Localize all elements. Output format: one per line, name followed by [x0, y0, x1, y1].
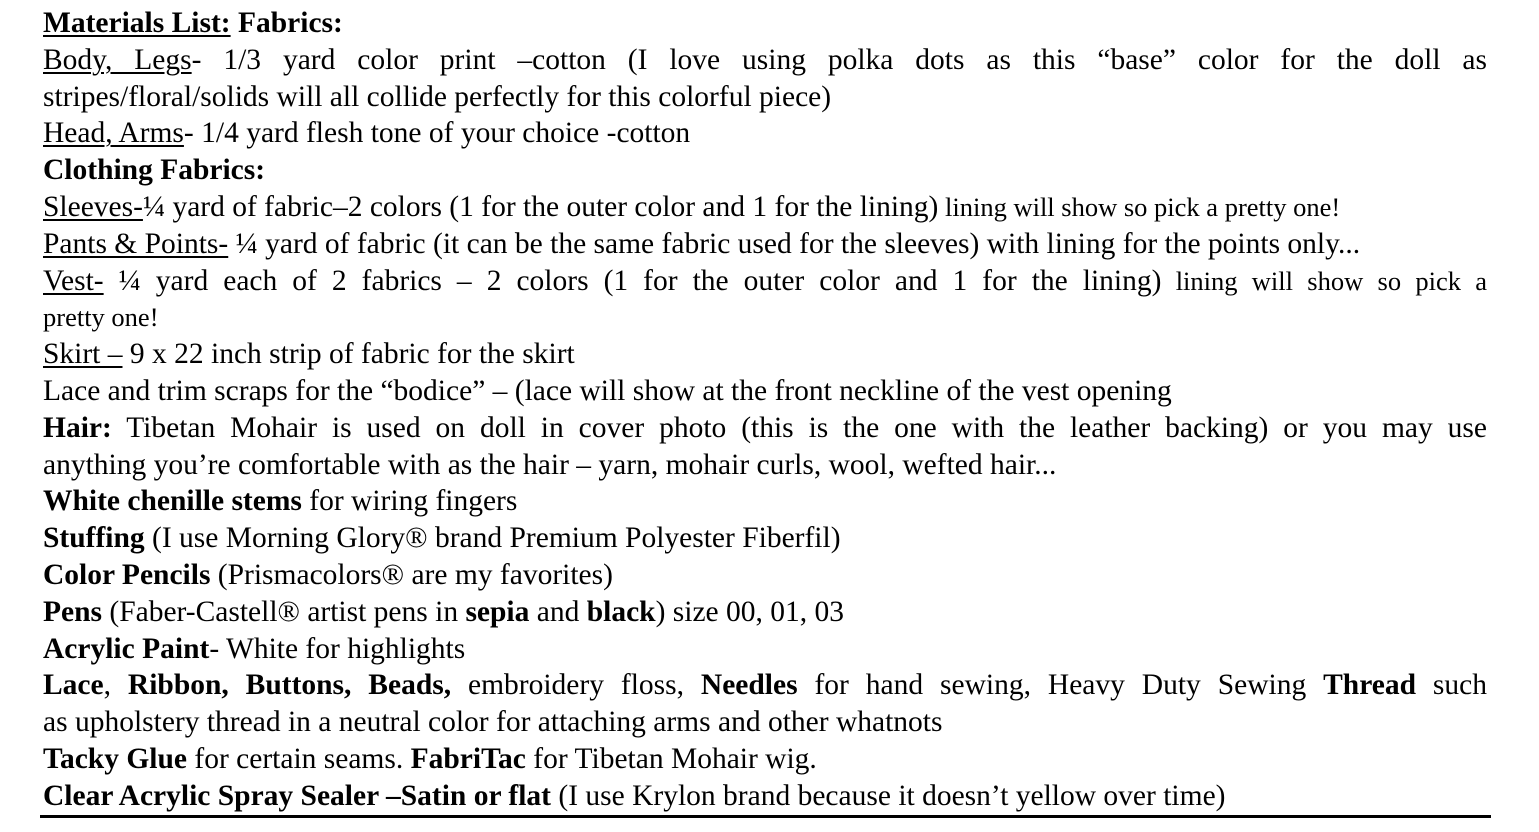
- sealer-label: Clear Acrylic Spray Sealer –Satin or flat: [43, 779, 551, 812]
- sleeves-note: lining will show so pick a pretty one!: [938, 191, 1341, 222]
- color-pencils-line: [43, 557, 1487, 594]
- pens-text-2: and: [529, 595, 587, 628]
- sleeves-label: Sleeves-: [43, 190, 143, 223]
- acrylic-paint-text: - White for highlights: [209, 632, 466, 665]
- notions-line: [43, 667, 1487, 704]
- clothing-fabrics-heading-line: [43, 152, 1487, 189]
- sleeves-line: [43, 189, 1487, 226]
- lace-bodice-text: Lace and trim scraps for the “bodice” – (lace will show at the front neckline of the vest opening: [43, 374, 1172, 407]
- pants-points-line: [43, 226, 1487, 263]
- pants-points-label: Pants & Points-: [43, 227, 229, 260]
- hair-text: Tibetan Mohair is used on doll in cover photo (this is the one with the leather backing) or you may use: [111, 411, 1487, 444]
- notions-ribbon-buttons-beads: Ribbon, Buttons, Beads,: [127, 669, 452, 702]
- head-arms-line: [43, 115, 1487, 152]
- glue-line: [43, 741, 1487, 778]
- pens-label: Pens: [43, 595, 102, 628]
- skirt-text: 9 x 22 inch strip of fabric for the skirt: [122, 338, 575, 371]
- pens-text-1: (Faber-Castell® artist pens in: [102, 595, 466, 628]
- notions-text-3: such: [1416, 669, 1487, 702]
- notions-cont-text: as upholstery thread in a neutral color for attaching arms and other whatnots: [43, 706, 943, 739]
- acrylic-paint-label: Acrylic Paint: [43, 632, 210, 665]
- stuffing-line: [43, 520, 1487, 557]
- pens-black: black: [586, 595, 656, 628]
- sealer-line: [43, 778, 1487, 815]
- materials-list-document: [43, 5, 1487, 815]
- tacky-glue-label: Tacky Glue: [43, 742, 187, 775]
- vest-note: lining will show so pick a: [1161, 265, 1487, 296]
- glue-text-2: for Tibetan Mohair wig.: [525, 742, 817, 775]
- body-legs-continuation: [43, 79, 1487, 116]
- clothing-fabrics-heading: Clothing Fabrics:: [43, 154, 266, 187]
- chenille-text: for wiring fingers: [301, 485, 518, 518]
- vest-label: Vest-: [43, 264, 104, 297]
- hair-line: [43, 410, 1487, 447]
- vest-continuation: [43, 299, 1487, 336]
- body-legs-label: Body, Legs: [43, 43, 192, 76]
- materials-heading-line: [43, 5, 1487, 42]
- sealer-text: (I use Krylon brand because it doesn’t yellow over time): [551, 779, 1226, 812]
- pens-sepia: sepia: [465, 595, 530, 628]
- vest-text: ¼ yard each of 2 fabrics – 2 colors (1 for the outer color and 1 for the lining): [103, 264, 1162, 297]
- fabritac-label: FabriTac: [410, 742, 526, 775]
- hair-cont-text: anything you’re comfortable with as the hair – yarn, mohair curls, wool, wefted hair...: [43, 448, 1057, 481]
- chenille-line: [43, 483, 1487, 520]
- fabrics-heading: Fabrics:: [230, 7, 343, 39]
- hair-continuation: [43, 447, 1487, 484]
- chenille-label: White chenille stems: [43, 485, 302, 518]
- vest-cont-text: pretty one!: [43, 302, 159, 333]
- hair-label: Hair:: [43, 411, 112, 444]
- notions-text-1: embroidery floss,: [451, 669, 701, 702]
- stuffing-text: (I use Morning Glory® brand Premium Polyester Fiberfil): [144, 522, 841, 555]
- notions-lace: Lace: [43, 669, 104, 702]
- skirt-line: [43, 336, 1487, 373]
- vest-line: [43, 263, 1487, 300]
- body-legs-text: - 1/3 yard color print –cotton (I love using polka dots as this “base” color for the doll as: [191, 43, 1487, 76]
- notions-needles: Needles: [700, 669, 798, 702]
- bottom-rule: [40, 815, 1491, 818]
- body-legs-cont-text: stripes/floral/solids will all collide perfectly for this colorful piece): [43, 80, 832, 113]
- glue-text-1: for certain seams.: [187, 742, 411, 775]
- pens-text-3: ) size 00, 01, 03: [655, 595, 845, 628]
- notions-text-2: for hand sewing, Heavy Duty Sewing: [797, 669, 1324, 702]
- pants-points-text: ¼ yard of fabric (it can be the same fabric used for the sleeves) with lining for the points only...: [228, 227, 1361, 260]
- color-pencils-label: Color Pencils: [43, 558, 211, 591]
- head-arms-text: - 1/4 yard flesh tone of your choice -cotton: [183, 117, 691, 150]
- skirt-label: Skirt –: [43, 338, 123, 371]
- acrylic-paint-line: [43, 631, 1487, 668]
- notions-sep: ,: [103, 669, 128, 702]
- pens-line: [43, 594, 1487, 631]
- notions-continuation: [43, 704, 1487, 741]
- lace-bodice-line: [43, 373, 1487, 410]
- head-arms-label: Head, Arms: [43, 117, 184, 150]
- body-legs-line: [43, 42, 1487, 79]
- materials-list-heading: Materials List:: [43, 7, 231, 39]
- notions-thread: Thread: [1323, 669, 1417, 702]
- color-pencils-text: (Prismacolors® are my favorites): [210, 558, 613, 591]
- stuffing-label: Stuffing: [43, 522, 145, 555]
- sleeves-text: ¼ yard of fabric–2 colors (1 for the outer color and 1 for the lining): [142, 190, 939, 223]
